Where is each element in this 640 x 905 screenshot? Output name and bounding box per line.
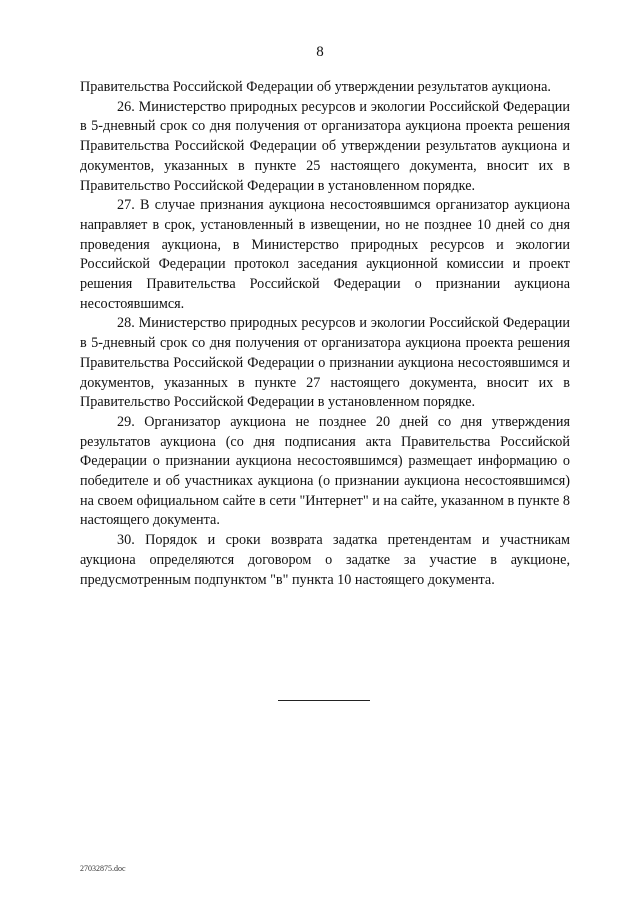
end-separator-line [278, 700, 370, 701]
paragraph-item-29: 29. Организатор аукциона не позднее 20 дней со дня утверждения результатов аукциона (со дня подписания акта Правительства Российской Федерации о признании аукциона несостоявшимся) размещает информацию о победителе и об участниках аукциона (о признании аукциона несостоявшимся) на своем официальном сайте в сети "Интернет" и на сайте, указанном в пункте 8 настоящего документа. [80, 413, 570, 529]
paragraph-item-26: 26. Министерство природных ресурсов и экологии Российской Федерации в 5-дневный срок со дня получения от организатора аукциона проекта решения Правительства Российской Федерации об утверждении результатов аукциона и документов, указанных в пункте 25 настоящего документа, вносит их в Правительство Российской Федерации в установленном порядке. [80, 98, 570, 194]
paragraph-item-27: 27. В случае признания аукциона несостоявшимся организатор аукциона направляет в срок, установленный в извещении, но не позднее 10 дней со дня проведения аукциона, в Министерство природных ресурсов и экологии Российской Федерации протокол заседания аукционной комиссии и проект решения Правительства Российской Федерации о признании аукциона несостоявшимся. [80, 197, 570, 312]
document-file-id: 27032875.doc [80, 864, 126, 873]
document-body [80, 78, 570, 590]
page-number: 8 [316, 44, 324, 60]
paragraph-item-28: 28. Министерство природных ресурсов и экологии Российской Федерации в 5-дневный срок со дня получения от организатора аукциона проекта решения Правительства Российской Федерации о признании аукциона несостоявшимся и документов, указанных в пункте 27 настоящего документа, вносит их в Правительство Российской Федерации в установленном порядке. [80, 315, 570, 411]
paragraph-item-30: 30. Порядок и сроки возврата задатка претендентам и участникам аукциона определяются договором о задатке за участие в аукционе, предусмотренным подпунктом "в" пункта 10 настоящего документа. [80, 532, 570, 588]
paragraph-continuation: Правительства Российской Федерации об утверждении результатов аукциона. [80, 79, 551, 95]
